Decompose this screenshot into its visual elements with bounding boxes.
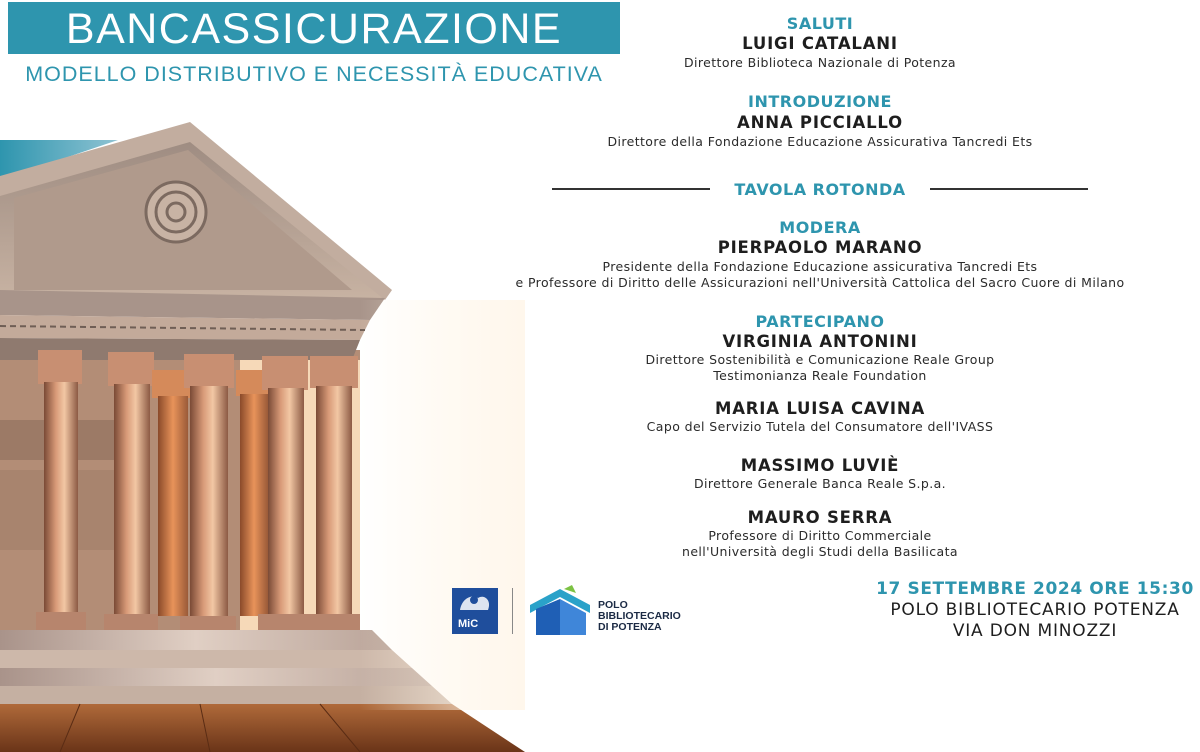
polo-line-3: DI POTENZA [598,621,662,633]
speaker-name: VIRGINIA ANTONINI [722,332,918,351]
modera-heading: MODERA [779,218,861,237]
speaker-name: MASSIMO LUVIÈ [740,456,900,475]
polo-line-2: BIBLIOTECARIO [598,610,681,622]
saluti-heading: SALUTI [786,14,854,33]
speaker-name: MARIA LUISA CAVINA [714,399,926,418]
logo-divider [512,588,513,634]
speaker-role: Direttore Generale Banca Reale S.p.a. [693,476,947,491]
saluti-name: LUIGI CATALANI [742,34,898,53]
event-venue: POLO BIBLIOTECARIO POTENZA [890,600,1180,620]
introduzione-name: ANNA PICCIALLO [737,113,903,132]
speaker-role: Testimonianza Reale Foundation [713,368,927,383]
mic-label: MiC [458,618,479,630]
introduzione-heading: INTRODUZIONE [748,92,892,111]
saluti-role: Direttore Biblioteca Nazionale di Potenza [684,55,956,70]
speaker-role: nell'Università degli Studi della Basilicata [682,544,958,559]
speaker-name: MAURO SERRA [747,508,893,527]
tavola-rotonda-heading: TAVOLA ROTONDA [734,180,906,199]
divider-right [930,188,1088,190]
speaker-role: Direttore Sostenibilità e Comunicazione Reale Group [645,352,995,367]
event-title: BANCASSICURAZIONE [65,5,563,53]
introduzione-role: Direttore della Fondazione Educazione Assicurativa Tancredi Ets [607,134,1033,149]
library-building-icon [526,583,594,639]
polo-bibliotecario-logo [526,583,696,639]
event-subtitle: MODELLO DISTRIBUTIVO E NECESSITÀ EDUCATIVA [25,62,603,86]
mic-emblem-icon [452,588,498,618]
mic-logo [452,588,498,634]
modera-name: PIERPAOLO MARANO [717,238,923,257]
speaker-role: Professore di Diritto Commerciale [708,528,932,543]
event-address: VIA DON MINOZZI [952,621,1118,641]
event-details [870,579,1200,641]
modera-role-2: e Professore di Diritto delle Assicurazioni nell'Università Cattolica del Sacro Cuore di Milano [515,275,1125,290]
speaker-role: Capo del Servizio Tutela del Consumatore dell'IVASS [646,419,994,434]
temple-illustration [0,120,525,752]
modera-role-1: Presidente della Fondazione Educazione assicurativa Tancredi Ets [602,259,1038,274]
polo-line-1: POLO [598,599,628,611]
partecipano-heading: PARTECIPANO [755,312,885,331]
event-datetime: 17 SETTEMBRE 2024 ORE 15:30 [876,579,1194,599]
